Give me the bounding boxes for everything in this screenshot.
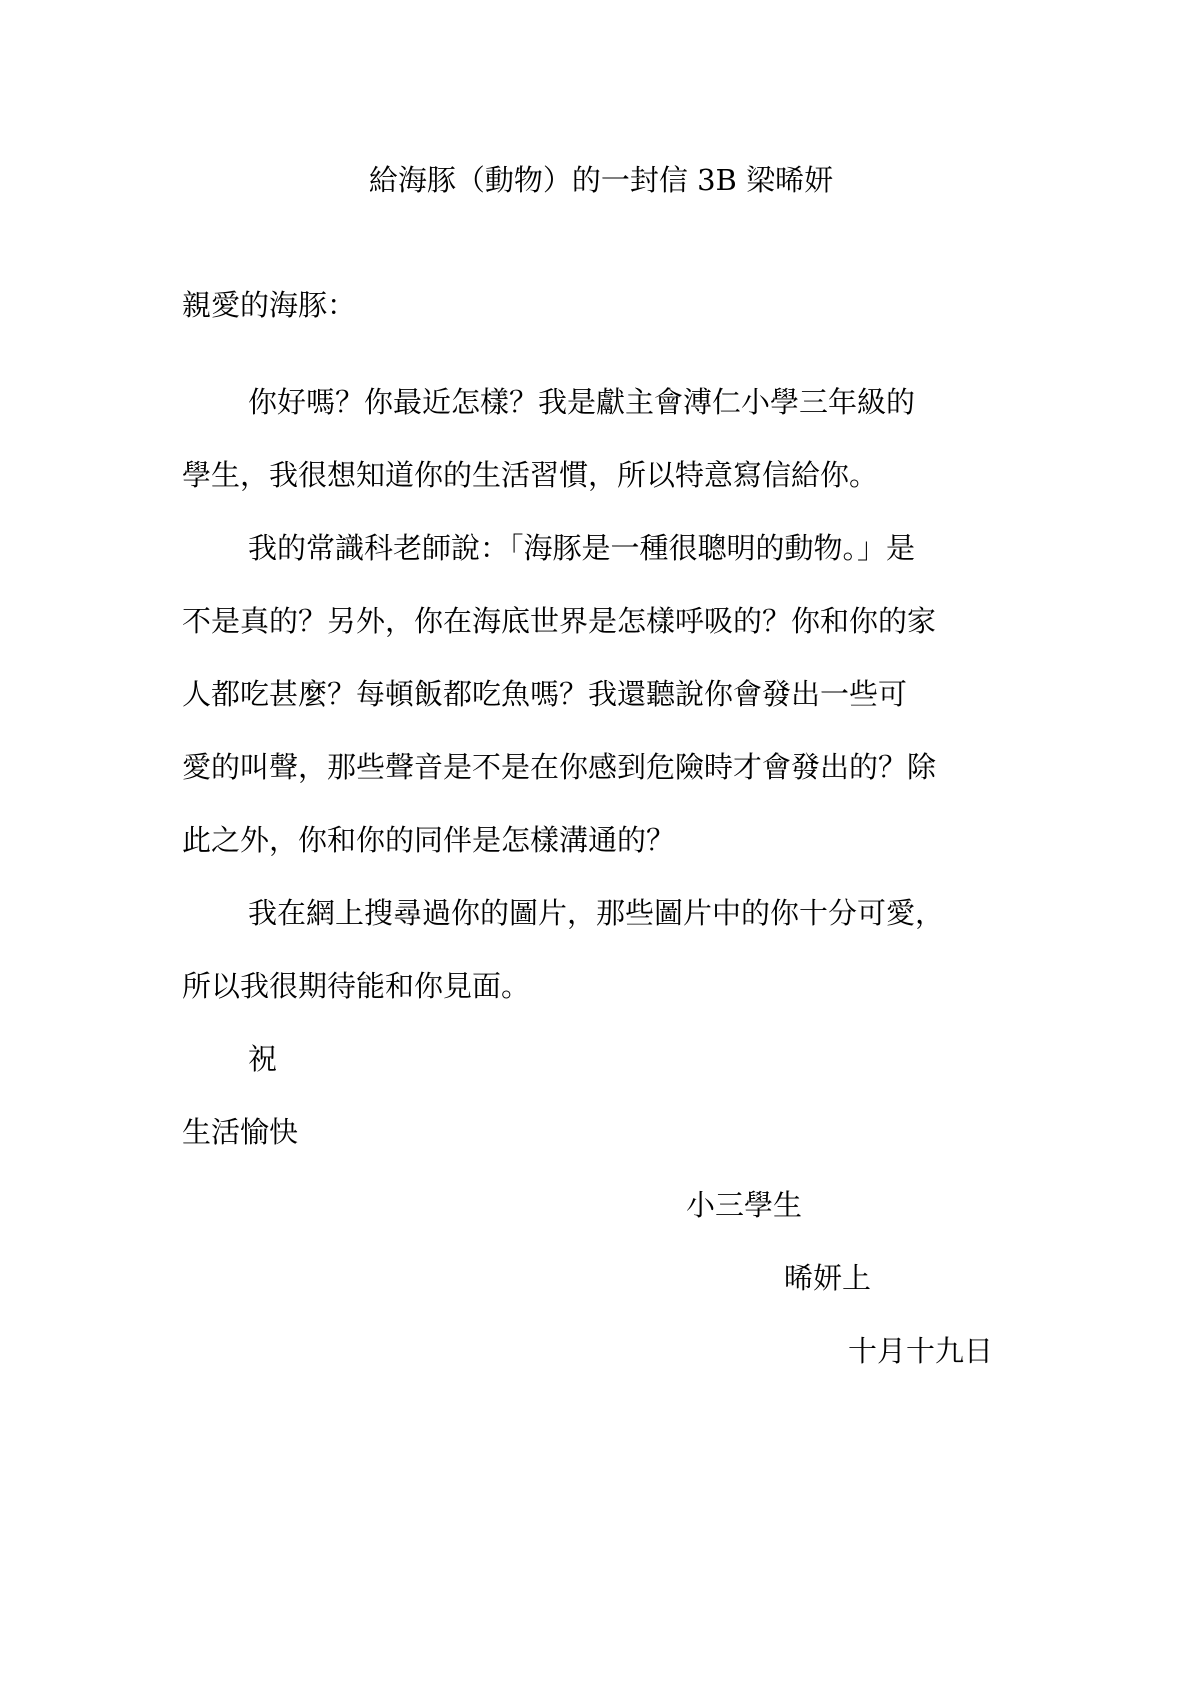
letter-date: 十月十九日	[848, 1334, 994, 1368]
closing-wish: 祝	[248, 1042, 278, 1076]
paragraph-3-line-1: 我在網上搜尋過你的圖片，那些圖片中的你十分可愛，	[248, 896, 945, 930]
paragraph-2-line-5: 此之外，你和你的同伴是怎樣溝通的？	[182, 823, 676, 857]
paragraph-3-line-2: 所以我很期待能和你見面。	[182, 969, 531, 1003]
signature-name: 晞妍上	[784, 1261, 872, 1295]
paragraph-2-line-2: 不是真的？另外，你在海底世界是怎樣呼吸的？你和你的家	[182, 604, 937, 638]
closing-blessing: 生活愉快	[182, 1115, 299, 1149]
paragraph-2-line-1: 我的常識科老師說：「海豚是一種很聰明的動物。」是	[248, 531, 916, 565]
salutation: 親愛的海豚：	[182, 288, 357, 322]
paragraph-2-line-4: 愛的叫聲，那些聲音是不是在你感到危險時才會發出的？除	[182, 750, 937, 784]
paragraph-1-line-1: 你好嗎？你最近怎樣？我是獻主會溥仁小學三年級的	[248, 385, 916, 419]
signature-title: 小三學生	[686, 1188, 803, 1222]
paragraph-2-line-3: 人都吃甚麼？每頓飯都吃魚嗎？我還聽說你會發出一些可	[182, 677, 908, 711]
paragraph-1-line-2: 學生，我很想知道你的生活習慣，所以特意寫信給你。	[182, 458, 879, 492]
letter-title: 給海豚（動物）的一封信 3B 梁晞妍	[368, 163, 834, 197]
